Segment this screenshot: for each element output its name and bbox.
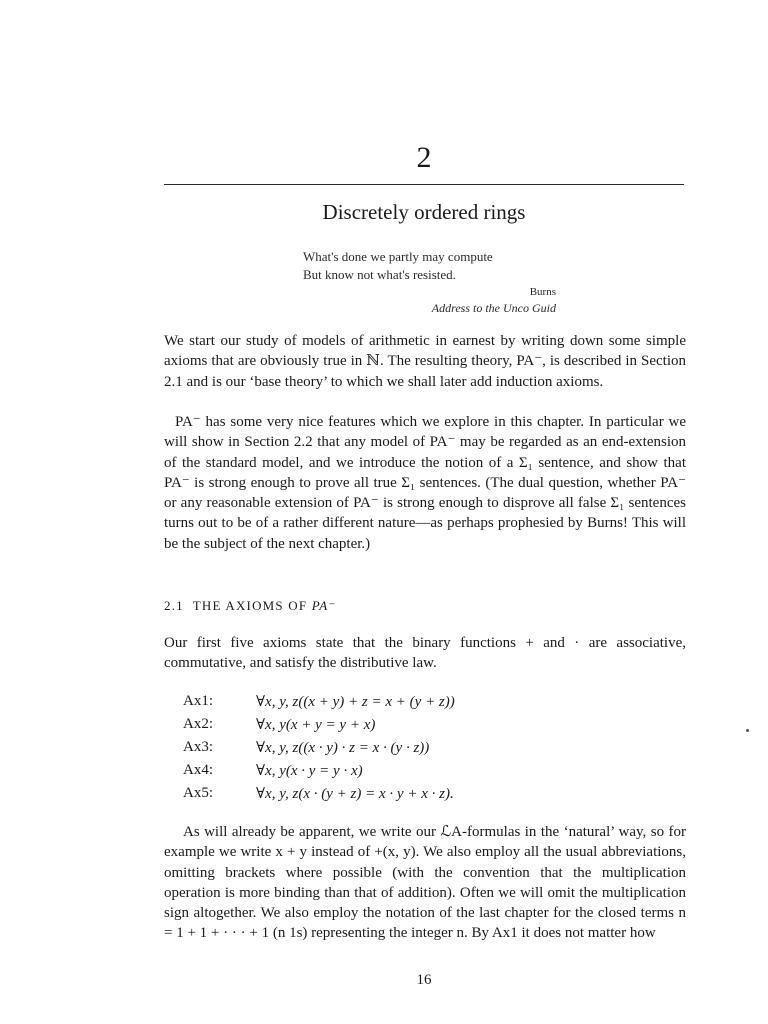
axiom-label: Ax5:	[183, 785, 213, 801]
paragraph-notation	[164, 822, 686, 944]
page-number: 16	[416, 972, 432, 988]
paragraph-features-text: PA⁻ has some very nice features which we explore in this chapter. In particular we will show in Section 2.2 that any model of PA⁻ may be regarded as an end-extension of the standard model, and we introduce the notion of a Σ₁ sentence, and show that PA⁻ is strong enough to prove all true Σ₁ sentences. (The dual question, whether PA⁻ or any reasonable extension of PA⁻ is strong enough to disprove all false Σ₁ sentences turns out to be of a rather different nature—as perhaps prophesied by Burns! This will be the subject of the next chapter.)	[164, 414, 686, 552]
axiom-label: Ax2:	[183, 716, 213, 732]
chapter-rule	[164, 184, 684, 185]
chapter-number: 2	[416, 141, 432, 174]
axiom-list	[183, 690, 583, 805]
axiom-label: Ax3:	[183, 739, 213, 755]
section-theory-name: PA⁻	[311, 598, 337, 613]
axiom-formula: ∀x, y, z(x · (y + z) = x · y + x · z).	[256, 786, 454, 802]
axiom-formula: ∀x, y, z((x · y) · z = x · (y · z))	[256, 740, 430, 756]
axiom-label: Ax1:	[183, 693, 213, 709]
chapter-title: Discretely ordered rings	[322, 200, 526, 224]
axiom-row	[183, 782, 583, 805]
section-number: 2.1	[164, 598, 184, 613]
axiom-formula: ∀x, y, z((x + y) + z = x + (y + z))	[256, 694, 455, 710]
axiom-row	[183, 736, 583, 759]
paragraph-intro	[164, 331, 686, 392]
axiom-row	[183, 759, 583, 782]
paragraph-notation-text: As will already be apparent, we write our ℒA-formulas in the ‘natural’ way, so for example we write x + y instead of +(x, y). We also employ all the usual abbreviations, omitting brackets where possible (with the convention that the multiplication operation is more binding than that of addition). Often we will omit the multiplication sign altogether. We also employ the notation of the last chapter for the closed terms n = 1 + 1 + · · · + 1 (n 1s) representing the integer n. By Ax1 it does not matter how	[164, 824, 686, 942]
epigraph-author: Burns	[529, 286, 556, 298]
axiom-label: Ax4:	[183, 762, 213, 778]
axiom-row	[183, 690, 583, 713]
section-heading	[164, 597, 684, 615]
scan-speck	[746, 729, 749, 732]
axiom-formula: ∀x, y(x · y = y · x)	[256, 763, 363, 779]
axiom-formula: ∀x, y(x + y = y + x)	[256, 717, 376, 733]
paragraph-features	[164, 412, 686, 554]
paragraph-axioms-intro-text: Our first five axioms state that the binary functions + and · are associative, commutative, and satisfy the distributive law.	[164, 635, 686, 672]
epigraph-line: What's done we partly may compute	[303, 249, 493, 264]
epigraph-line: But know not what's resisted.	[303, 267, 456, 282]
paragraph-axioms-intro	[164, 633, 686, 674]
epigraph-source: Address to the Unco Guid	[431, 301, 556, 315]
paragraph-intro-text: We start our study of models of arithmetic in earnest by writing down some simple axioms that are obviously true in ℕ. The resulting theory, PA⁻, is described in Section 2.1 and is our ‘base theory’ to which we shall later add induction axioms.	[164, 333, 686, 390]
section-title: THE AXIOMS OF	[192, 598, 308, 613]
axiom-row	[183, 713, 583, 736]
epigraph	[303, 248, 556, 316]
